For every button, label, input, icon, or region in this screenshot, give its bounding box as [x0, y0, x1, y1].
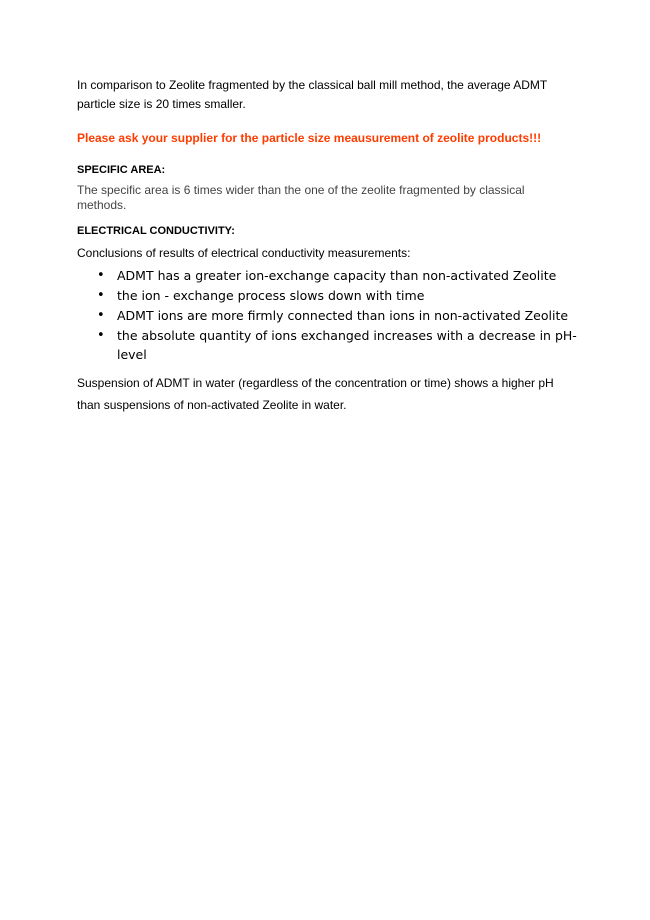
- list-item: [77, 266, 577, 285]
- list-item: [77, 306, 577, 325]
- document-page: [77, 76, 577, 416]
- specific-area-paragraph: The specific area is 6 times wider than the one of the zeolite fragmented by classical methods.: [77, 183, 525, 212]
- warning-paragraph: Please ask your supplier for the particle size meausurement of zeolite products!!!: [77, 131, 542, 145]
- conductivity-intro-paragraph: Conclusions of results of electrical conductivity measurements:: [77, 246, 411, 260]
- bullet-icon: •: [97, 308, 105, 323]
- bullet-icon: •: [97, 328, 105, 343]
- list-item-text: the ion - exchange process slows down with time: [117, 288, 425, 303]
- closing-paragraph: Suspension of ADMT in water (regardless of the concentration or time) shows a higher pH than suspensions of non-activated Zeolite in water.: [77, 376, 554, 412]
- bullet-icon: •: [97, 268, 105, 283]
- list-item: [77, 326, 577, 364]
- electrical-conductivity-heading: ELECTRICAL CONDUCTIVITY:: [77, 225, 235, 237]
- list-item-text: ADMT has a greater ion-exchange capacity than non-activated Zeolite: [117, 268, 557, 283]
- list-item: [77, 286, 577, 305]
- list-item-text: ADMT ions are more firmly connected than ions in non-activated Zeolite: [117, 308, 569, 323]
- conductivity-bullet-list: [77, 266, 577, 364]
- intro-paragraph: In comparison to Zeolite fragmented by the classical ball mill method, the average ADMT particle size is 20 times smaller.: [77, 78, 548, 111]
- bullet-icon: •: [97, 288, 105, 303]
- list-item-text: the absolute quantity of ions exchanged increases with a decrease in pH-level: [117, 328, 577, 362]
- specific-area-heading: SPECIFIC AREA:: [77, 164, 166, 176]
